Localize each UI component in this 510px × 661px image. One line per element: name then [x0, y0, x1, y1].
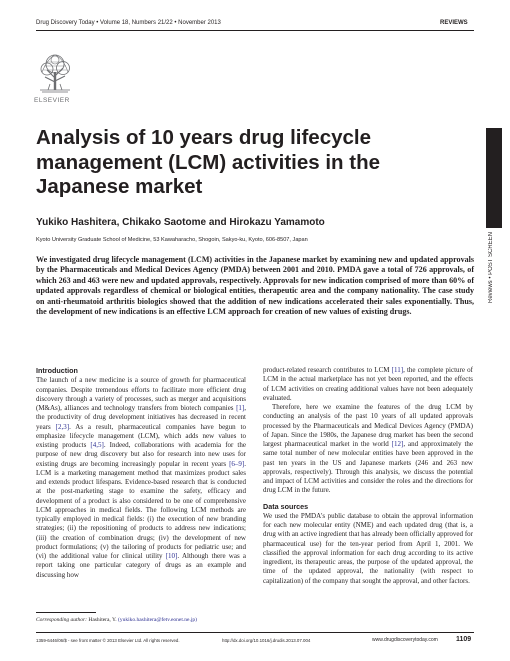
citation-link[interactable]: [11] [391, 366, 404, 374]
data-sources-heading: Data sources [263, 501, 309, 511]
citation-link[interactable]: [10] [165, 552, 178, 560]
citation-link[interactable]: [4,5] [90, 441, 104, 449]
left-column [36, 366, 246, 580]
doi-link[interactable]: http://dx.doi.org/10.1016/j.drudis.2013.07.004 [222, 638, 311, 643]
side-tab-label: Reviews • POST SCREEN [488, 232, 494, 304]
introduction-paragraph: product-related research contributes to LCM [11], the complete picture of LCM in the actual marketplace has not yet been reported, and the effects of LCM activities on creating additional values have not been adequately evaluated. [263, 366, 473, 402]
data-sources-paragraph: We used the PMDA's public database to obtain the approval information for each new molecular entity (NME) and each updated drug (that is, a drug with an active ingredient that has already been officially approved for pharmaceutical use) for the ten-year period from April 1, 2001. We classified the approval information for each drug according to its active ingredient, its therapeutic areas, the purpose of the updated approval, the time of the updated approval, the nationality (with respect to capitalization) of the company that sought the approval, and other factors. [263, 511, 473, 585]
journal-running-header: Drug Discovery Today • Volume 18, Numbers 21/22 • November 2013 [36, 20, 221, 26]
tree-icon [36, 50, 74, 94]
header-divider [36, 30, 474, 31]
side-tab-bar [486, 128, 502, 228]
introduction-paragraph: The launch of a new medicine is a source of growth for pharmaceutical companies. Despite tremendous efforts to facilitate more efficient drug discovery through a variety of processes, such as merger and acquisitions (M&As), alliances and technology transfers from biotech companies [1], the productivity of drug development initiatives has decreased in recent years [2,3]. As a result, pharmaceutical companies have begun to emphasize lifecycle management (LCM), which adds new values to existing products [4,5]. Indeed, collaborations with academia for the purpose of new drug discovery but also for research into new uses for existing drugs are becoming increasingly popular in recent years [6–9]. LCM is a marketing management method that maximizes product sales and extends product lifespans. Evidence-based research that is conducted at the post-marketing stage to examine the safety, efficacy and development of a product is also considered to be one of comprehensive LCM approaches in medical fields. The following LCM methods are typically employed in medical fields: (i) the execution of new branding strategies; (ii) the repositioning of products to address new indications; (iii) the creation of combination drugs; (iv) the development of new product formulations; (v) the tailoring of products for pediatric use; and (vi) the additional value for clinical utility [10]. Although there was a report taking one particular category of drugs as an example and discussing how [36, 376, 246, 579]
article-title: Analysis of 10 years drug lifecycle management (LCM) activities in the Japanese market [36, 126, 381, 198]
introduction-heading: Introduction [36, 366, 78, 375]
citation-link[interactable]: [12] [391, 440, 404, 448]
corresponding-author: Corresponding author: Hashitera, Y. (yukiko.hashitera@fetv.eonet.ne.jp) [36, 617, 197, 623]
journal-website: www.drugdiscoverytoday.com [372, 637, 438, 643]
page-number: 1109 [456, 636, 472, 643]
footer-divider [36, 632, 474, 633]
section-label: REVIEWS [440, 20, 468, 26]
right-column [263, 366, 473, 586]
publisher-name: ELSEVIER [34, 97, 70, 104]
citation-link[interactable]: [1] [236, 404, 245, 412]
author-email-link[interactable]: (yukiko.hashitera@fetv.eonet.ne.jp) [118, 617, 197, 623]
citation-link[interactable]: [6–9] [229, 459, 245, 468]
abstract: We investigated drug lifecycle management (LCM) activities in the Japanese market by examining new and updated approvals by the Pharmaceuticals and Medical Devices Agency (PMDA) between 2001 and 2010. PMDA gave a total of 726 approvals, of which 263 and 463 were new and updated approvals, respectively. Approvals for new indication comprised of more than 60% of updated approvals regardless of chemical or biological entities, therapeutic area and the company nationality. The case study on anti-rheumatoid arthritis biologics showed that the addition of new indications accelerated their sales exponentially. Thus, the development of new indications is an effective LCM approach for creation of new values of existing drugs. [36, 255, 474, 317]
author-affiliation: Kyoto University Graduate School of Medicine, 53 Kawaharacho, Shogoin, Sakyo-ku, Kyoto, 606-8507, Japan [36, 237, 308, 243]
author-list: Yukiko Hashitera, Chikako Saotome and Hirokazu Yamamoto [36, 217, 325, 228]
issn-copyright: 1359-6446/06/$ - see front matter © 2013 Elsevier Ltd. All rights reserved. [36, 638, 180, 643]
introduction-paragraph: Therefore, here we examine the features of the drug LCM by conducting an analysis of the past 10 years of all updated approvals processed by the Pharmaceuticals and Medical Devices Agency (PMDA) of Japan. Since the 1980s, the Japanese drug market has been the second largest pharmaceutical market in the world [12], and approximately the same total number of new molecular entities have been approved in the past ten years in the US and Japanese markets (246 and 263 new approvals, respectively). Through this analysis, we discuss the potential and impact of LCM activities and consider the roles and the directions for drug LCM in the future. [263, 403, 473, 495]
citation-link[interactable]: [2,3] [55, 422, 70, 431]
footnote-divider [36, 612, 96, 613]
